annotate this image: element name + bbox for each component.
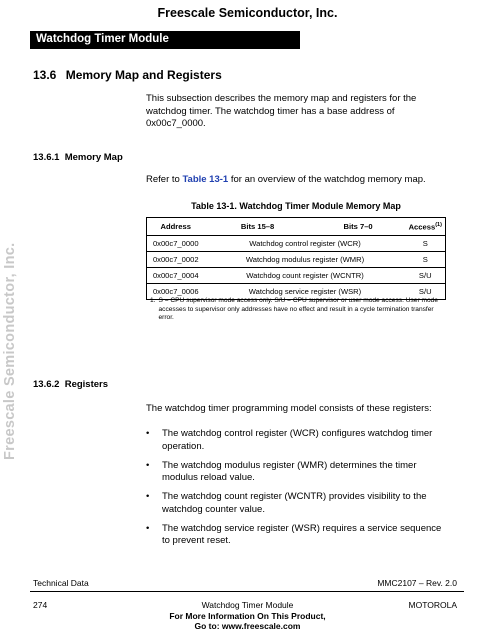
list-item-text: The watchdog service register (WSR) requires a service sequence to prevent reset. [162,522,442,546]
table-row [147,251,446,267]
list-item [146,428,446,453]
subsection-number: 13.6.1 [33,152,60,163]
registers-intro: The watchdog timer programming model consists of these registers: [146,403,432,414]
bullet-icon: • [146,428,150,439]
cell-access: S [406,235,446,251]
side-watermark: Freescale Semiconductor, Inc. [2,242,18,460]
cell-address: 0x00c7_0004 [147,267,205,283]
cell-register: Watchdog count register (WCNTR) [205,267,406,283]
register-list [146,428,446,554]
bullet-icon: • [146,459,150,471]
list-item-text: The watchdog modulus register (WMR) determines the timer modulus reload value. [162,459,417,483]
section-heading-text: Memory Map and Registers [65,68,222,82]
cell-address: 0x00c7_0000 [147,235,205,251]
col-access-label: Access [408,222,436,232]
section-heading [33,68,222,82]
section-number: 13.6 [33,68,57,82]
subsection-title: Registers [64,379,109,390]
cell-register: Watchdog service register (WSR) [205,283,406,299]
memory-map-table [146,217,446,300]
col-access-header [406,218,446,236]
more-info-block [0,611,495,631]
table-row [147,235,446,251]
header-banner: Freescale Semiconductor, Inc. [157,6,338,20]
bullet-icon: • [146,491,150,502]
subsection-heading-memory-map [33,152,123,163]
page-number: 274 [33,600,48,610]
table-header-row [147,218,446,236]
more-info-line1: For More Information On This Product, [169,611,326,621]
table-13-1-link[interactable]: Table 13-1 [182,174,229,185]
table-title: Table 13-1. Watchdog Timer Module Memory Map [191,201,401,211]
col-bits-15-8-label: Bits 15–8 [240,222,275,232]
access-footnote-ref: (1) [435,222,442,228]
list-item [146,523,446,548]
memory-map-text-after: for an overview of the watchdog memory map. [228,174,426,185]
cell-access: S/U [406,267,446,283]
list-item-text: The watchdog count register (WCNTR) provides visibility to the watchdog counter value. [162,491,427,515]
subsection-heading-registers [33,379,108,390]
footnote-number: 1. [150,297,156,304]
cell-register: Watchdog control register (WCR) [205,235,406,251]
list-item-text: The watchdog control register (WCR) configures watchdog timer operation. [162,428,433,452]
more-info-link[interactable]: Go to: www.freescale.com [194,621,301,631]
subsection-title: Memory Map [64,152,123,163]
footer-module-name: Watchdog Timer Module [201,600,294,610]
footer-company: MOTOROLA [408,600,457,610]
col-bits-15-8-header [205,218,311,236]
footnote-text: S = CPU supervisor mode access only. S/U = CPU supervisor or user mode access. User mode accesses to supervisor only addresses have no effect and result in a cycle termination transfer error. [158,297,438,321]
cell-access: S/U [406,283,446,299]
memory-map-text-before: Refer to [146,174,183,185]
table-row [147,267,446,283]
footer-divider [30,591,464,592]
col-bits-7-0-header [311,218,406,236]
section-intro: This subsection describes the memory map and registers for the watchdog timer. The watchdog timer has a base address of 0x00c7_0000. [146,93,417,129]
memory-map-text [146,174,446,187]
col-address-header: Address [147,218,205,236]
col-bits-7-0-label: Bits 7–0 [343,222,373,232]
cell-access: S [406,251,446,267]
list-item [146,491,446,516]
subsection-number: 13.6.2 [33,379,60,390]
bullet-icon: • [146,522,150,534]
table-footnote [150,297,446,323]
footer-doc-rev: MMC2107 – Rev. 2.0 [377,578,457,588]
cell-address: 0x00c7_0002 [147,251,205,267]
section-title-bar: Watchdog Timer Module [30,31,300,49]
list-item [146,460,446,485]
cell-address: 0x00c7_0006 [147,283,205,299]
footer-doc-type: Technical Data [33,578,89,588]
cell-register: Watchdog modulus register (WMR) [205,251,406,267]
